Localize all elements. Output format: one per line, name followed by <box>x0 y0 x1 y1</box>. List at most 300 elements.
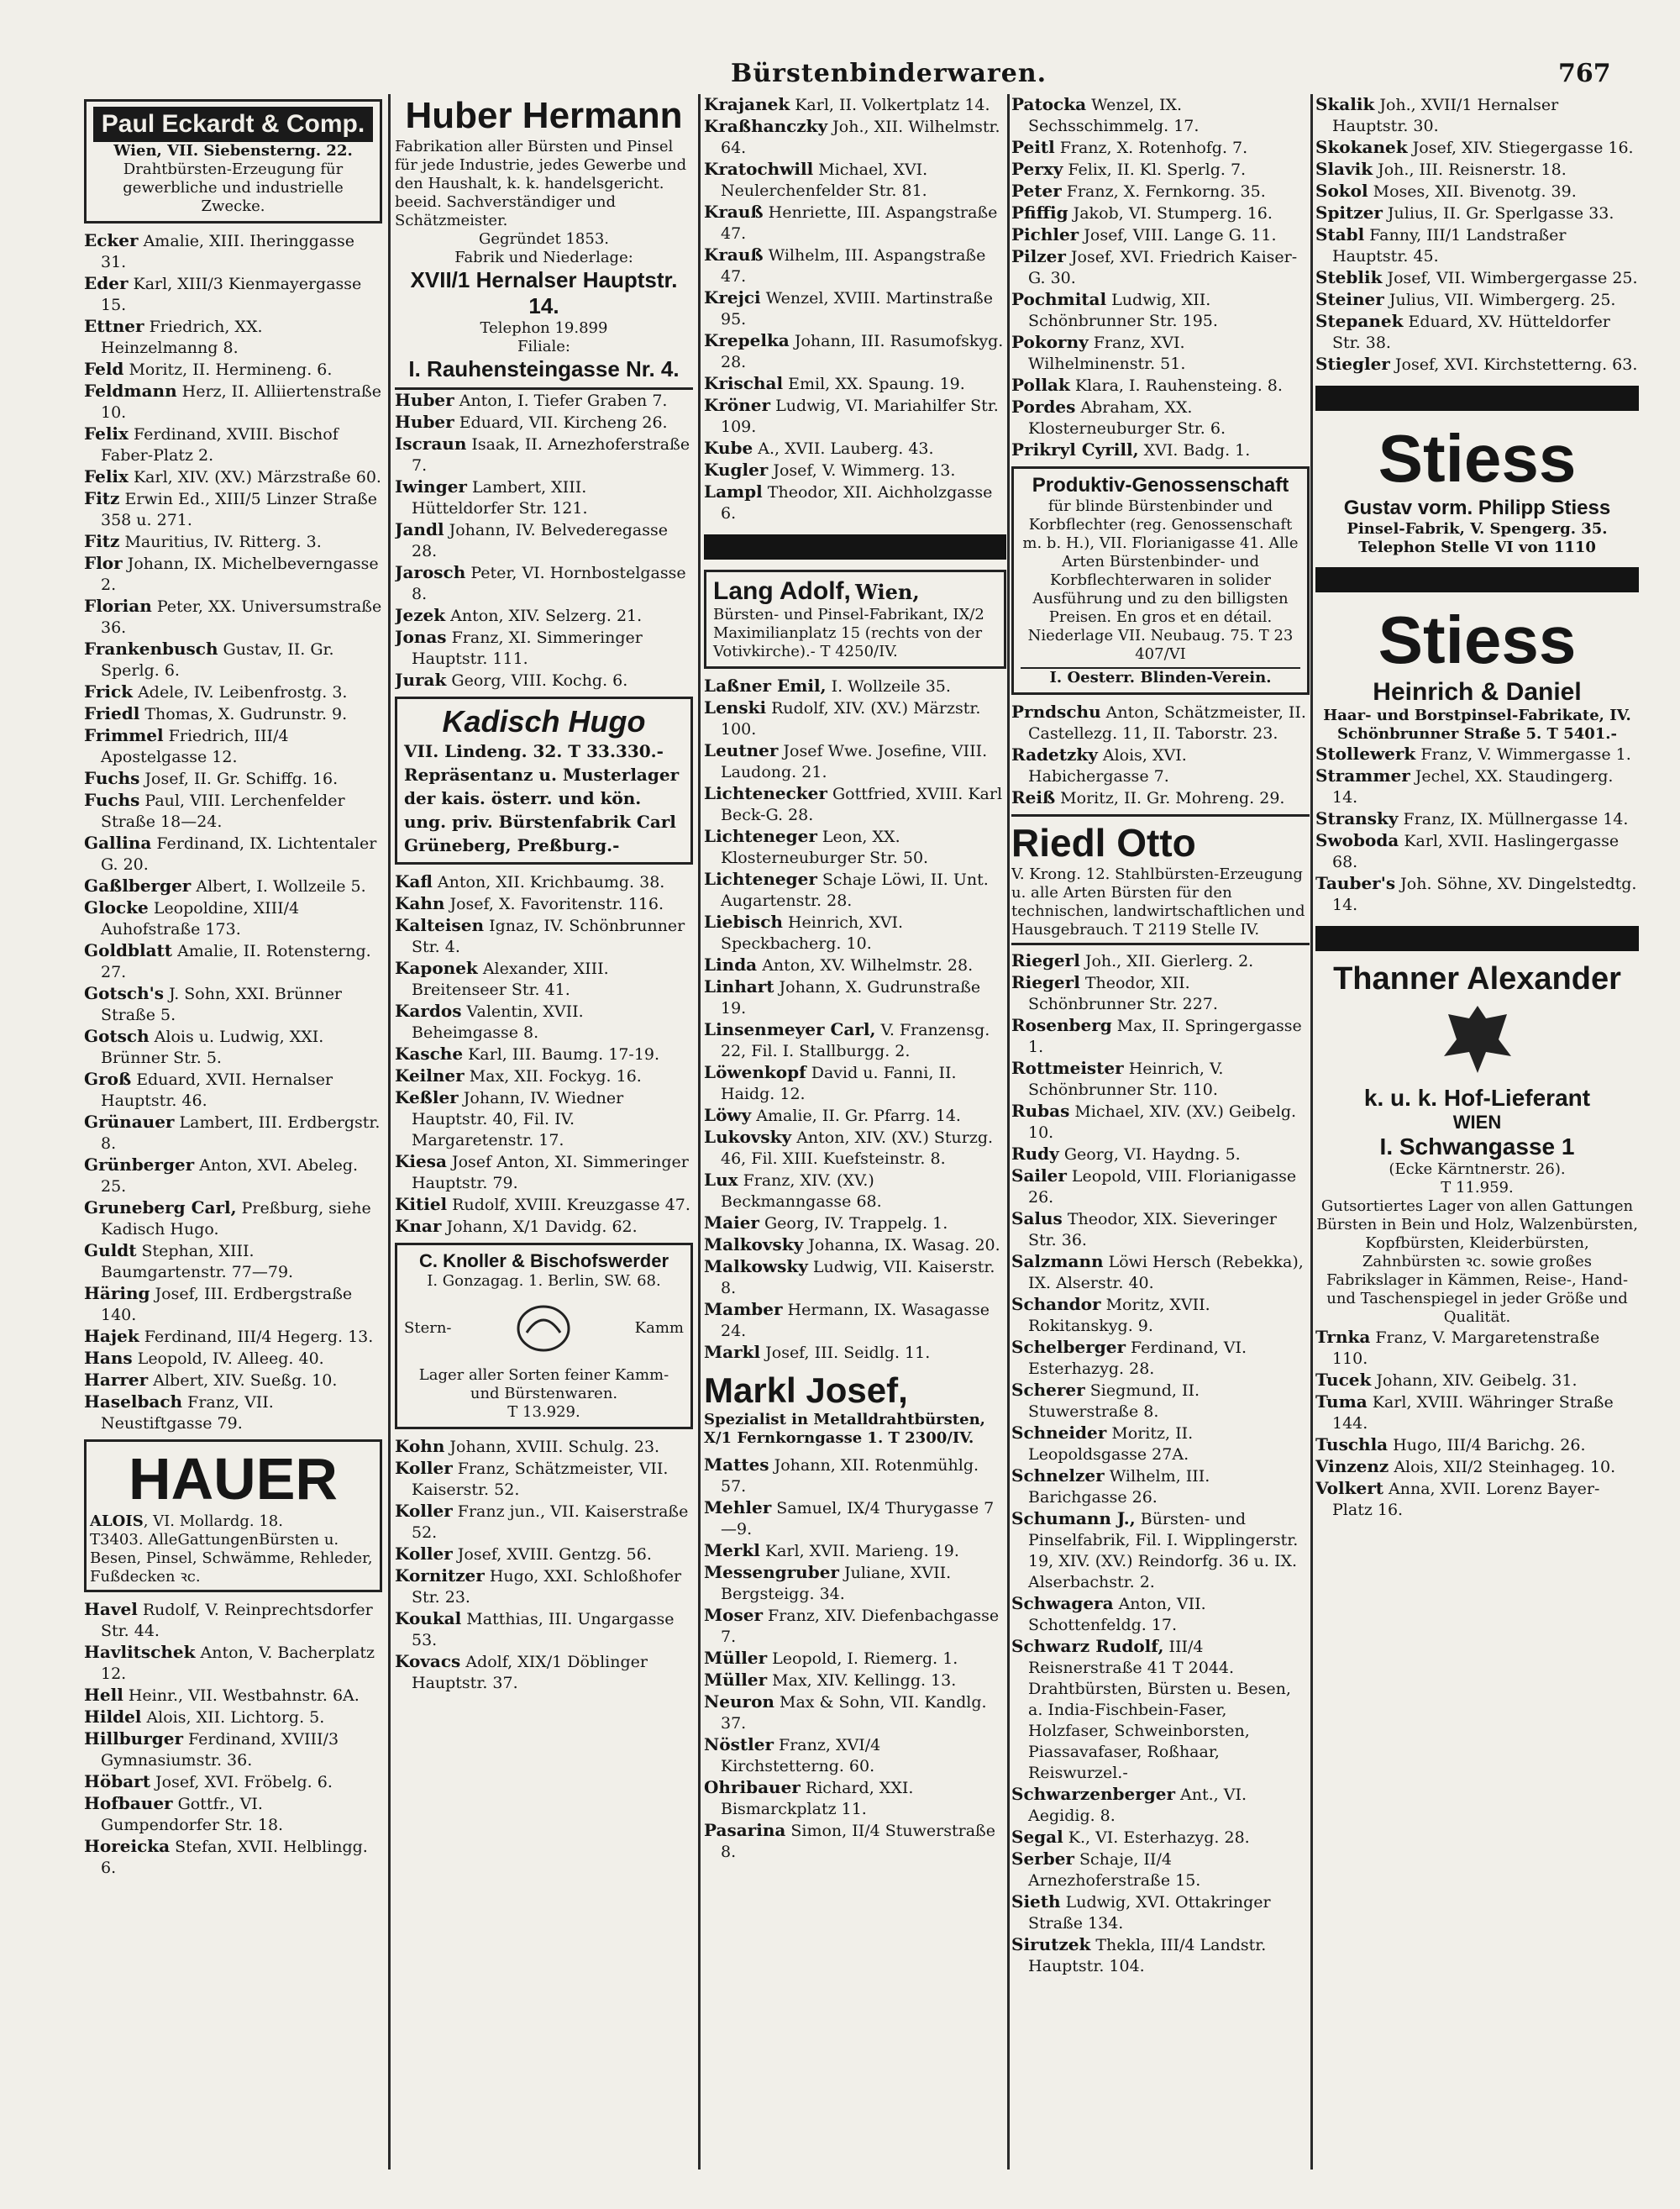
directory-entry <box>1315 224 1639 267</box>
entry-address: Franz, XI. Simmeringer Hauptstr. 111. <box>412 629 643 668</box>
entry-address: Johann, IX. Michelbeverngasse 2. <box>101 555 379 594</box>
entry-name: Linda <box>704 955 758 975</box>
entry-list <box>395 390 693 692</box>
directory-entry <box>704 1734 1006 1777</box>
entry-address: Moses, XII. Bivenotg. 39. <box>1368 182 1577 201</box>
entry-address: Max, XIV. Kellingg. 13. <box>767 1671 957 1690</box>
page-title: Bürstenbinderwaren. <box>731 59 1047 88</box>
entry-address: Hugo, XXI. Schloßhofer Str. 23. <box>412 1567 682 1607</box>
entry-list <box>395 871 693 1238</box>
entry-address: Adele, IV. Leibenfrostg. 3. <box>133 683 348 702</box>
entry-list <box>704 1454 1006 1863</box>
entry-address: Theodor, XII. Aichholzgasse 6. <box>721 483 993 523</box>
entry-name: Stepanek <box>1315 311 1404 331</box>
ad-lang-city: Wien, <box>854 580 920 604</box>
directory-entry <box>704 1234 1006 1256</box>
entry-address: Michael, XVI. Neulerchenfelder Str. 81. <box>721 160 928 200</box>
ad-eckardt-text: Drahtbürsten-Erzeugung für gewerbliche und industrielle Zwecke. <box>123 160 344 215</box>
double-eagle-crest-icon <box>1440 997 1515 1081</box>
ad-huber-branch: I. Rauhensteingasse Nr. 4. <box>408 356 680 381</box>
entry-name: Krauß <box>704 202 764 222</box>
entry-name: Sailer <box>1011 1165 1067 1186</box>
directory-entry <box>84 1283 382 1326</box>
directory-entry <box>704 1820 1006 1863</box>
directory-entry <box>704 159 1006 202</box>
directory-entry <box>84 940 382 983</box>
directory-entry <box>1011 181 1310 202</box>
entry-name: Jezek <box>395 605 446 625</box>
ad-huber-factory: Fabrik und Niederlage: <box>454 249 633 266</box>
ad-stiess-heinrich <box>1315 602 1639 744</box>
entry-address: Ferdinand, VI. Esterhazyg. 28. <box>1028 1339 1247 1378</box>
ad-huber-name: Huber Hermann <box>405 95 683 136</box>
entry-address: Anton, XVI. Abeleg. 25. <box>101 1156 359 1196</box>
entry-name: Stollewerk <box>1315 744 1416 764</box>
entry-name: Ohribauer <box>704 1777 801 1797</box>
entry-name: Florian <box>84 596 152 616</box>
entry-address: Michael, XIV. (XV.) Geibelg. 10. <box>1028 1102 1297 1142</box>
entry-name: Ettner <box>84 316 144 336</box>
entry-address: Ant., VI. Aegidig. 8. <box>1028 1786 1247 1825</box>
crest-icon <box>506 1299 581 1358</box>
directory-entry <box>84 1599 382 1642</box>
entry-address: Erwin Ed., XIII/5 Linzer Straße 358 u. 271. <box>101 490 378 529</box>
directory-entry <box>84 768 382 790</box>
entry-name: Groß <box>84 1069 132 1089</box>
entry-name: Mattes <box>704 1454 769 1475</box>
directory-entry <box>1315 873 1639 916</box>
ad-kadisch-name: Kadisch Hugo <box>442 704 646 739</box>
entry-address: Moritz, II. Gr. Mohreng. 29. <box>1055 789 1285 807</box>
entry-address: Georg, VIII. Kochg. 6. <box>446 671 628 690</box>
entry-name: Grünberger <box>84 1154 195 1175</box>
directory-entry <box>1011 246 1310 289</box>
entry-name: Rudy <box>1011 1144 1059 1164</box>
directory-entry <box>704 1127 1006 1170</box>
entry-name: Mamber <box>704 1299 783 1319</box>
directory-entry <box>704 976 1006 1019</box>
entry-name: Glocke <box>84 897 149 918</box>
entry-address: Thomas, X. Gudrunstr. 9. <box>139 705 348 723</box>
entry-name: Ecker <box>84 230 139 250</box>
entry-name: Stiegler <box>1315 354 1390 374</box>
entry-address: Ignaz, IV. Schönbrunner Str. 4. <box>412 917 685 956</box>
directory-entry <box>1011 1337 1310 1380</box>
directory-entry <box>1315 311 1639 354</box>
entry-name: Kitiel <box>395 1194 448 1214</box>
entry-address: Franz, IX. Müllnergasse 14. <box>1398 810 1629 828</box>
entry-address: Joh. Söhne, XV. Dingelstedtg. 14. <box>1332 875 1637 914</box>
entry-name: Kube <box>704 438 753 458</box>
directory-entry <box>84 1240 382 1283</box>
entry-name: Kohn <box>395 1436 445 1456</box>
entry-name: Segal <box>1011 1827 1063 1847</box>
directory-entry <box>1011 1784 1310 1827</box>
entry-name: Goldblatt <box>84 940 173 960</box>
entry-address: Johann, XII. Rotenmühlg. 57. <box>721 1456 979 1496</box>
entry-name: Trnka <box>1315 1327 1371 1347</box>
entry-name: Hildel <box>84 1707 142 1727</box>
entry-name: Hajek <box>84 1326 139 1346</box>
column-1 <box>84 94 382 2178</box>
directory-entry <box>395 1458 693 1501</box>
entry-address: Rudolf, V. Reinprechtsdorfer Str. 44. <box>101 1601 373 1640</box>
directory-entry <box>395 519 693 562</box>
ad-eckardt-name: Paul Eckardt & Comp. <box>93 107 373 142</box>
entry-address: V. Franzensg. 22, Fil. I. Stallburgg. 2. <box>721 1021 990 1060</box>
entry-name: Pochmital <box>1011 289 1107 309</box>
divider-bar <box>1315 386 1639 411</box>
directory-entry <box>395 627 693 670</box>
directory-entry <box>84 1370 382 1391</box>
entry-address: Thekla, III/4 Landstr. Hauptstr. 104. <box>1028 1936 1267 1975</box>
directory-entry <box>1011 1251 1310 1294</box>
entry-list <box>395 1436 693 1694</box>
entry-address: Gottfr., VI. Gumpendorfer Str. 18. <box>101 1795 284 1834</box>
entry-address: Wenzel, XVIII. Martinstraße 95. <box>721 289 993 329</box>
entry-name: Koller <box>395 1458 453 1478</box>
entry-name: Kraßhanczky <box>704 116 828 136</box>
ad-hauer-text: AlleGattungenBürsten u. Besen, Pinsel, Schwämme, Rehleder, Fußdecken ꝛc. <box>90 1531 373 1586</box>
entry-name: Keilner <box>395 1065 465 1086</box>
entry-address: Ferdinand, III/4 Hegerg. 13. <box>139 1328 374 1346</box>
entry-name: Tauber's <box>1315 873 1396 893</box>
entry-address: Matthias, III. Ungargasse 53. <box>412 1610 675 1649</box>
directory-entry <box>1011 1934 1310 1977</box>
entry-address: Josef, XVIII. Gentzg. 56. <box>452 1545 652 1564</box>
ad-knoller-address: I. Gonzagag. 1. Berlin, SW. 68. <box>427 1272 661 1290</box>
entry-address: Ferdinand, XVIII. Bischof Faber-Platz 2. <box>101 425 339 465</box>
ad-huber-founded: Gegründet 1853. <box>478 230 609 248</box>
directory-entry <box>84 1026 382 1069</box>
ad-thanner-city: WIEN <box>1452 1112 1502 1133</box>
directory-entry <box>704 481 1006 524</box>
entry-name: Swoboda <box>1315 830 1399 850</box>
column-rule <box>1310 94 1313 2170</box>
directory-entry <box>84 876 382 897</box>
entry-name: Kiesa <box>395 1151 447 1171</box>
directory-entry <box>395 1565 693 1608</box>
directory-entry <box>395 1001 693 1044</box>
entry-address: Johann, IV. Belvederegasse 28. <box>412 521 668 560</box>
directory-entry <box>395 1651 693 1694</box>
entry-name: Höbart <box>84 1771 150 1791</box>
column-rule <box>698 94 701 2170</box>
ad-stiess2-text: Haar- und Borstpinsel-Fabrikate, IV. Schönbrunner Straße 5. T 5401.- <box>1323 707 1631 743</box>
directory-entry <box>84 1326 382 1348</box>
entry-address: Peter, XX. Universumstraße 36. <box>101 597 382 637</box>
entry-address: Karl, XIII/3 Kienmayergasse 15. <box>101 275 362 314</box>
directory-entry <box>395 871 693 893</box>
entry-address: Amalie, II. Gr. Pfarrg. 14. <box>751 1107 961 1125</box>
entry-name: Fuchs <box>84 790 140 810</box>
entry-address: Wenzel, IX. Sechsschimmelg. 17. <box>1028 96 1200 135</box>
entry-name: Volkert <box>1315 1478 1383 1498</box>
entry-list <box>84 1599 382 1879</box>
entry-name: Rubas <box>1011 1101 1070 1121</box>
directory-entry <box>1011 1593 1310 1636</box>
entry-address: Gottfried, XVIII. Karl Beck-G. 28. <box>721 785 1003 824</box>
directory-entry <box>1315 202 1639 224</box>
entry-name: Koukal <box>395 1608 462 1628</box>
entry-address: XVI. Badg. 1. <box>1138 441 1251 460</box>
directory-entry <box>1315 137 1639 159</box>
directory-entry <box>395 562 693 605</box>
entry-address: Wilhelm, III. Barichgasse 26. <box>1028 1467 1210 1507</box>
entry-list <box>704 94 1006 524</box>
entry-address: III/4 Reisnerstraße 41 T 2044. Drahtbürsten, Bürsten u. Besen, a. India-Fischbein-Faser, Holzfaser, Schweinborsten, Piassavafaser, Roßhaar, Reiswurzel.- <box>1028 1638 1291 1782</box>
directory-entry <box>395 1216 693 1238</box>
directory-entry <box>704 94 1006 116</box>
entry-address: Franz, VII. Neustiftgasse 79. <box>101 1393 274 1433</box>
directory-entry <box>84 983 382 1026</box>
entry-name: Lenski <box>704 697 767 718</box>
entry-name: Havlitschek <box>84 1642 196 1662</box>
entry-address: Albert, XIV. Sueßg. 10. <box>148 1371 338 1390</box>
ad-stiess1-text: Pinsel-Fabrik, V. Spengerg. 35. Telephon Stelle VI von 1110 <box>1347 520 1608 556</box>
entry-address: Adolf, XIX/1 Döblinger Hauptstr. 37. <box>412 1653 648 1692</box>
divider-bar <box>704 534 1006 560</box>
directory-entry <box>84 1069 382 1112</box>
entry-name: Reiß <box>1011 787 1056 807</box>
ad-thanner <box>1315 961 1639 1327</box>
ad-produktiv-text: für blinde Bürstenbinder und Korbflechter (reg. Genossenschaft m. b. H.), VII. Florianigasse 41. Alle Arten Bürstenbinder- und Korbflechterwaren in solider Ausführung und zu den billigsten Preisen. En gros et en détail. Niederlage VII. Neubaug. 75. T 23 407/VI <box>1022 497 1299 663</box>
entry-name: Serber <box>1011 1849 1074 1869</box>
entry-address: Paul, VIII. Lerchenfelder Straße 18—24. <box>101 792 345 831</box>
entry-name: Friedl <box>84 703 140 723</box>
entry-name: Kugler <box>704 460 769 480</box>
directory-entry <box>704 869 1006 912</box>
entry-address: Anton, XIV. Selzerg. 21. <box>445 607 643 625</box>
entry-address: Stephan, XIII. Baumgartenstr. 77—79. <box>101 1242 294 1281</box>
directory-entry <box>1315 289 1639 311</box>
entry-address: Alois, XVI. Habichergasse 7. <box>1028 746 1187 786</box>
divider-bar <box>1315 926 1639 951</box>
entry-address: Johann, XIV. Geibelg. 31. <box>1371 1371 1578 1390</box>
entry-address: Eduard, VII. Kircheng 26. <box>454 413 668 432</box>
directory-entry <box>1315 1370 1639 1391</box>
entry-name: Gotsch's <box>84 983 165 1003</box>
directory-entry <box>84 381 382 423</box>
entry-address: Franz, XIV. Diefenbachgasse 7. <box>721 1607 1000 1646</box>
entry-name: Löwy <box>704 1105 752 1125</box>
entry-address: Juliane, XVII. Bergsteigg. 34. <box>721 1564 952 1603</box>
entry-address: Josef, V. Wimmerg. 13. <box>768 461 956 480</box>
entry-name: Tuschla <box>1315 1434 1389 1454</box>
directory-entry <box>84 1154 382 1197</box>
entry-address: Jakob, VI. Stumperg. 16. <box>1068 204 1273 223</box>
entry-address: Bürsten- und Pinselfabrik, Fil. I. Wipplingerstr. 19, XIV. (XV.) Reindorfg. 36 u. IX. Alserbachstr. 2. <box>1028 1510 1299 1591</box>
entry-name: Lux <box>704 1170 738 1190</box>
directory-entry <box>1315 181 1639 202</box>
entry-name: Salus <box>1011 1208 1063 1228</box>
entry-name: Prikryl Cyrill, <box>1011 439 1139 460</box>
entry-address: Georg, IV. Trappelg. 1. <box>759 1214 948 1233</box>
ad-hauer-address: , VI. Mollardg. 18. <box>143 1512 283 1530</box>
entry-address: Herz, II. Alliiertenstraße 10. <box>101 382 381 422</box>
entry-address: Valentin, XVII. Beheimgasse 8. <box>412 1002 584 1042</box>
divider-bar <box>1315 567 1639 592</box>
directory-entry <box>1011 1423 1310 1465</box>
entry-address: Hugo, III/4 Barichg. 26. <box>1388 1436 1586 1454</box>
entry-address: Max & Sohn, VII. Kandlg. 37. <box>721 1693 987 1733</box>
entry-name: Häring <box>84 1283 150 1303</box>
ad-huber <box>395 94 693 390</box>
directory-entry <box>84 1771 382 1793</box>
entry-address: Johann, III. Rasumofskyg. 28. <box>721 332 1004 371</box>
entry-name: Tuma <box>1315 1391 1368 1412</box>
ad-huber-address: XVII/1 Hernalser Hauptstr. 14. <box>410 267 678 318</box>
entry-name: Hofbauer <box>84 1793 173 1813</box>
entry-name: Keßler <box>395 1087 459 1107</box>
entry-address: Gustav, II. Gr. Sperlg. 6. <box>101 640 334 680</box>
entry-address: Anton, XIV. (XV.) Sturzg. 46, Fil. XIII. Kuefsteinstr. 8. <box>721 1128 994 1168</box>
ad-eckardt <box>84 99 382 224</box>
entry-address: Friedrich, XX. Heinzelmanng 8. <box>101 318 263 357</box>
directory-entry <box>395 1608 693 1651</box>
directory-entry <box>395 476 693 519</box>
entry-name: Stransky <box>1315 808 1399 828</box>
entry-address: Stefan, XVII. Helblingg. 6. <box>101 1838 368 1877</box>
entry-name: Hillburger <box>84 1728 183 1749</box>
entry-name: Pilzer <box>1011 246 1066 266</box>
directory-entry <box>704 460 1006 481</box>
directory-entry <box>84 639 382 681</box>
entry-address: Josef, XIV. Stiegergasse 16. <box>1407 139 1634 157</box>
ad-produktiv-name: Produktiv-Genossenschaft <box>1032 474 1289 497</box>
entry-name: Pasarina <box>704 1820 786 1840</box>
entry-name: Huber <box>395 390 454 410</box>
directory-entry <box>1011 1101 1310 1144</box>
entry-address: Franz, V. Wimmergasse 1. <box>1415 745 1631 764</box>
column-4 <box>1011 94 1310 2178</box>
entry-address: Karl, XVII. Haslingergasse 68. <box>1332 832 1620 871</box>
entry-name: Schumann J., <box>1011 1508 1136 1528</box>
entry-address: Abraham, XX. Klosterneuburger Str. 6. <box>1028 398 1226 438</box>
entry-name: Pokorny <box>1011 332 1089 352</box>
entry-address: Josef, III. Erdbergstraße 140. <box>101 1285 353 1324</box>
ad-knoller <box>395 1243 693 1429</box>
entry-name: Moser <box>704 1605 763 1625</box>
directory-entry <box>395 1544 693 1565</box>
entry-address: Anton, V. Bacherplatz 12. <box>101 1644 375 1683</box>
directory-entry <box>704 826 1006 869</box>
directory-entry <box>704 202 1006 245</box>
directory-entry <box>704 1105 1006 1127</box>
directory-entry <box>1011 702 1310 744</box>
entry-name: Feld <box>84 359 124 379</box>
entry-address: Ludwig, VI. Mariahilfer Str. 109. <box>721 397 999 436</box>
directory-entry <box>1011 1144 1310 1165</box>
directory-entry <box>704 740 1006 783</box>
entry-address: Johann, X/1 Davidg. 62. <box>441 1218 638 1236</box>
directory-entry <box>1315 830 1639 873</box>
entry-list <box>84 230 382 1434</box>
entry-address: Moritz, II. Leopoldsgasse 27A. <box>1028 1424 1194 1464</box>
entry-name: Malkovsky <box>704 1234 804 1254</box>
ad-kadisch <box>395 697 693 865</box>
directory-entry <box>1315 808 1639 830</box>
entry-name: Lichteneger <box>704 869 817 889</box>
directory-entry <box>1315 1456 1639 1478</box>
directory-entry <box>84 488 382 531</box>
entry-name: Maier <box>704 1212 759 1233</box>
entry-name: Skokanek <box>1315 137 1408 157</box>
entry-address: Anton, Schätzmeister, II. Castellezg. 11, II. Taborstr. 23. <box>1028 703 1306 743</box>
directory-entry <box>395 1436 693 1458</box>
entry-name: Jandl <box>395 519 444 539</box>
ad-knoller-phone: T 13.929. <box>507 1403 580 1421</box>
entry-name: Schneider <box>1011 1423 1107 1443</box>
entry-name: Huber <box>395 412 454 432</box>
entry-address: Moritz, XVII. Rokitanskyg. 9. <box>1028 1296 1210 1335</box>
directory-entry <box>704 1497 1006 1540</box>
ad-huber-text: Fabrikation aller Bürsten und Pinsel für jede Industrie, jedes Gewerbe und den Haushalt, k. k. handelsgericht. beeid. Sachverständiger und Schätzmeister. <box>395 138 687 229</box>
directory-entry <box>1011 1294 1310 1337</box>
entry-name: Fuchs <box>84 768 140 788</box>
entry-address: Fanny, III/1 Landstraßer Hauptstr. 45. <box>1332 226 1567 266</box>
directory-entry <box>395 915 693 958</box>
entry-address: Schaje Löwi, II. Unt. Augartenstr. 28. <box>721 870 989 910</box>
entry-name: Schwarzenberger <box>1011 1784 1175 1804</box>
entry-name: Feldmann <box>84 381 177 401</box>
entry-name: Mehler <box>704 1497 772 1517</box>
entry-name: Krajanek <box>704 94 790 114</box>
directory-entry <box>1011 439 1310 461</box>
entry-address: Georg, VI. Haydng. 5. <box>1058 1145 1241 1164</box>
entry-name: Linhart <box>704 976 774 997</box>
entry-address: Leopold, VIII. Florianigasse 26. <box>1028 1167 1297 1207</box>
directory-entry <box>704 1170 1006 1212</box>
entry-address: Wilhelm, III. Aspangstraße 47. <box>721 246 986 286</box>
column-3 <box>704 94 1006 2178</box>
directory-entry <box>704 1299 1006 1342</box>
directory-entry <box>704 395 1006 438</box>
directory-entry <box>395 893 693 915</box>
entry-name: Schelberger <box>1011 1337 1126 1357</box>
entry-name: Gaßlberger <box>84 876 192 896</box>
entry-address: J. Sohn, XXI. Brünner Straße 5. <box>101 985 343 1024</box>
directory-entry <box>84 1836 382 1879</box>
entry-name: Patocka <box>1011 94 1087 114</box>
ad-thanner-phone: T 11.959. <box>1441 1179 1514 1197</box>
entry-address: Richard, XXI. Bismarckplatz 11. <box>721 1779 914 1818</box>
directory-entry <box>1011 1015 1310 1058</box>
entry-name: Koller <box>395 1544 453 1564</box>
entry-address: Leon, XX. Klosterneuburger Str. 50. <box>721 828 929 867</box>
directory-entry <box>1011 787 1310 809</box>
entry-name: Frick <box>84 681 134 702</box>
directory-entry <box>1011 1165 1310 1208</box>
entry-name: Pollak <box>1011 375 1070 395</box>
entry-address: Löwi Hersch (Rebekka), IX. Alserstr. 40. <box>1028 1253 1304 1292</box>
directory-entry <box>84 833 382 876</box>
entry-address: Theodor, XIX. Sieveringer Str. 36. <box>1028 1210 1277 1249</box>
entry-address: Moritz, II. Hermineng. 6. <box>123 360 333 379</box>
directory-entry <box>1011 332 1310 375</box>
entry-name: Kasche <box>395 1044 464 1064</box>
ad-huber-phone: Telephon 19.899 <box>480 319 608 337</box>
entry-name: Peitl <box>1011 137 1055 157</box>
entry-name: Hans <box>84 1348 133 1368</box>
entry-list <box>1315 744 1639 916</box>
entry-address: Joh., XVII/1 Hernalser Hauptstr. 30. <box>1332 96 1559 135</box>
directory-entry <box>395 1194 693 1216</box>
directory-entry <box>395 670 693 692</box>
directory-entry <box>1315 159 1639 181</box>
directory-entry <box>1011 1827 1310 1849</box>
entry-name: Kardos <box>395 1001 462 1021</box>
